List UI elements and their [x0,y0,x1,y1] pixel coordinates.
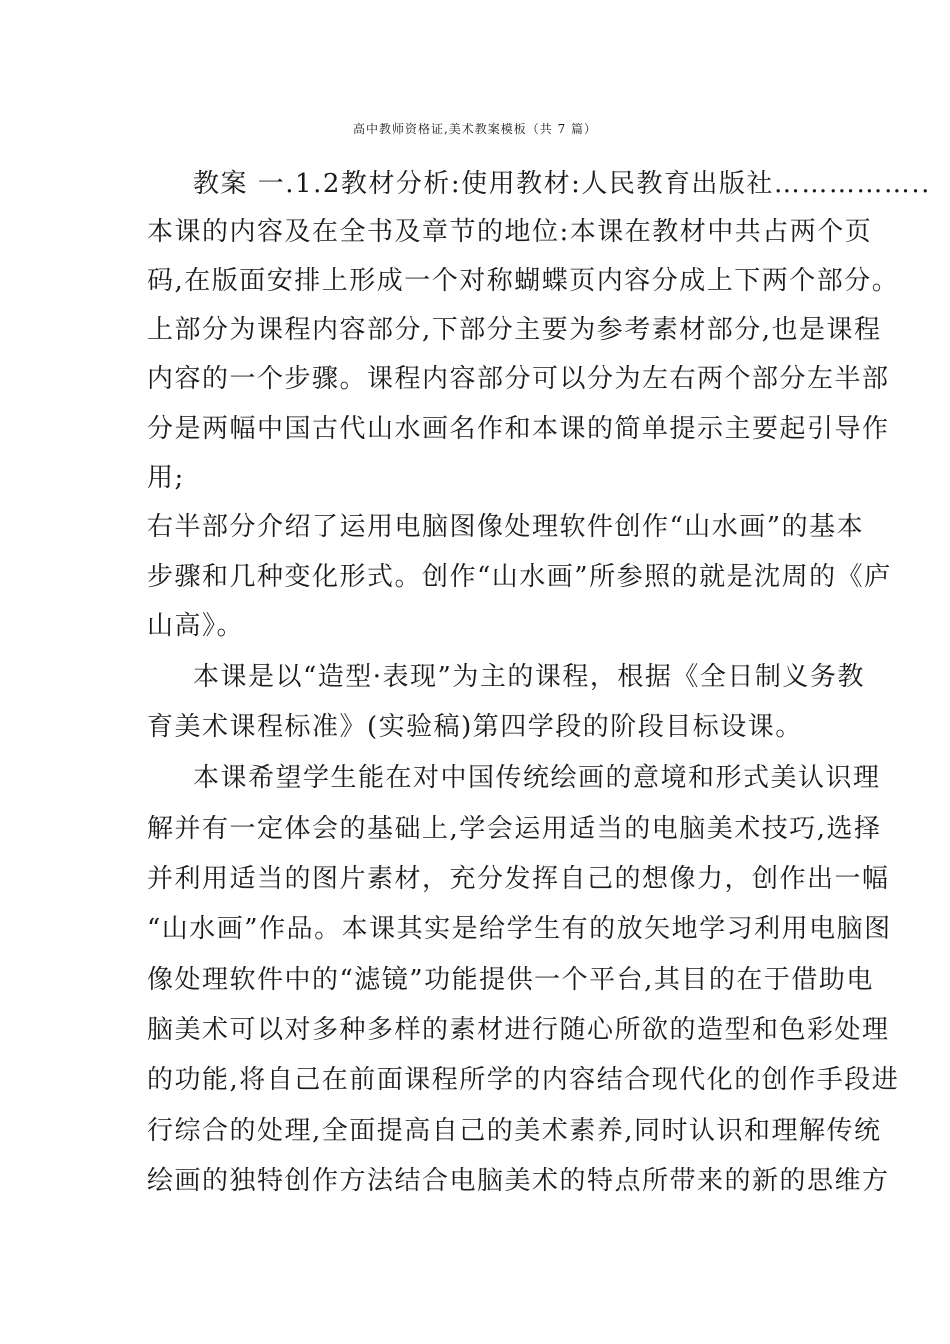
paragraph-line: 内容的一个步骤。课程内容部分可以分为左右两个部分左半部 [147,364,890,394]
paragraph-line: 育美术课程标准》(实验稿)第四学段的阶段目标设课。 [147,712,803,742]
paragraph-line: 解并有一定体会的基础上,学会运用适当的电脑美术技巧,选择 [147,814,882,844]
paragraph-line: 的功能,将自己在前面课程所学的内容结合现代化的创作手段进 [147,1065,900,1095]
paragraph-line: 本课希望学生能在对中国传统绘画的意境和形式美认识理 [193,763,881,793]
paragraph-line: 并利用适当的图片素材，充分发挥自己的想像力，创作出一幅 [147,864,890,894]
paragraph-line: 分是两幅中国古代山水画名作和本课的简单提示主要起引导作 [147,414,890,444]
paragraph-line: 像处理软件中的“滤镜”功能提供一个平台,其目的在于借助电 [147,965,874,995]
paragraph-line: 脑美术可以对多种多样的素材进行随心所欲的造型和色彩处理 [147,1015,890,1045]
paragraph-line: 右半部分介绍了运用电脑图像处理软件创作“山水画”的基本 [147,512,865,542]
paragraph-line: 本课是以“造型·表现”为主的课程，根据《全日制义务教 [193,662,865,692]
paragraph-line: 码,在版面安排上形成一个对称蝴蝶页内容分成上下两个部分。 [147,266,900,296]
paragraph-line: 山高》。 [147,611,245,641]
paragraph-line: 步骤和几种变化形式。创作“山水画”所参照的就是沈周的《庐 [147,562,892,592]
paragraph-line: 绘画的独特创作方法结合电脑美术的特点所带来的新的思维方 [147,1166,890,1196]
paragraph-line: 行综合的处理,全面提高自己的美术素养,同时认识和理解传统 [147,1116,882,1146]
paragraph-line: 教案 一.1.2教材分析:使用教材:人民教育出版社…………….. [193,169,931,199]
paragraph-line: 本课的内容及在全书及章节的地位:本课在教材中共占两个页 [147,217,873,247]
paragraph-line: 上部分为课程内容部分,下部分主要为参考素材部分,也是课程 [147,315,882,345]
paragraph-line: “山水画”作品。本课其实是给学生有的放矢地学习利用电脑图 [147,914,892,944]
document-title: 高中教师资格证,美术教案模板（共 7 篇） [352,122,598,136]
paragraph-line: 用; [147,463,185,493]
